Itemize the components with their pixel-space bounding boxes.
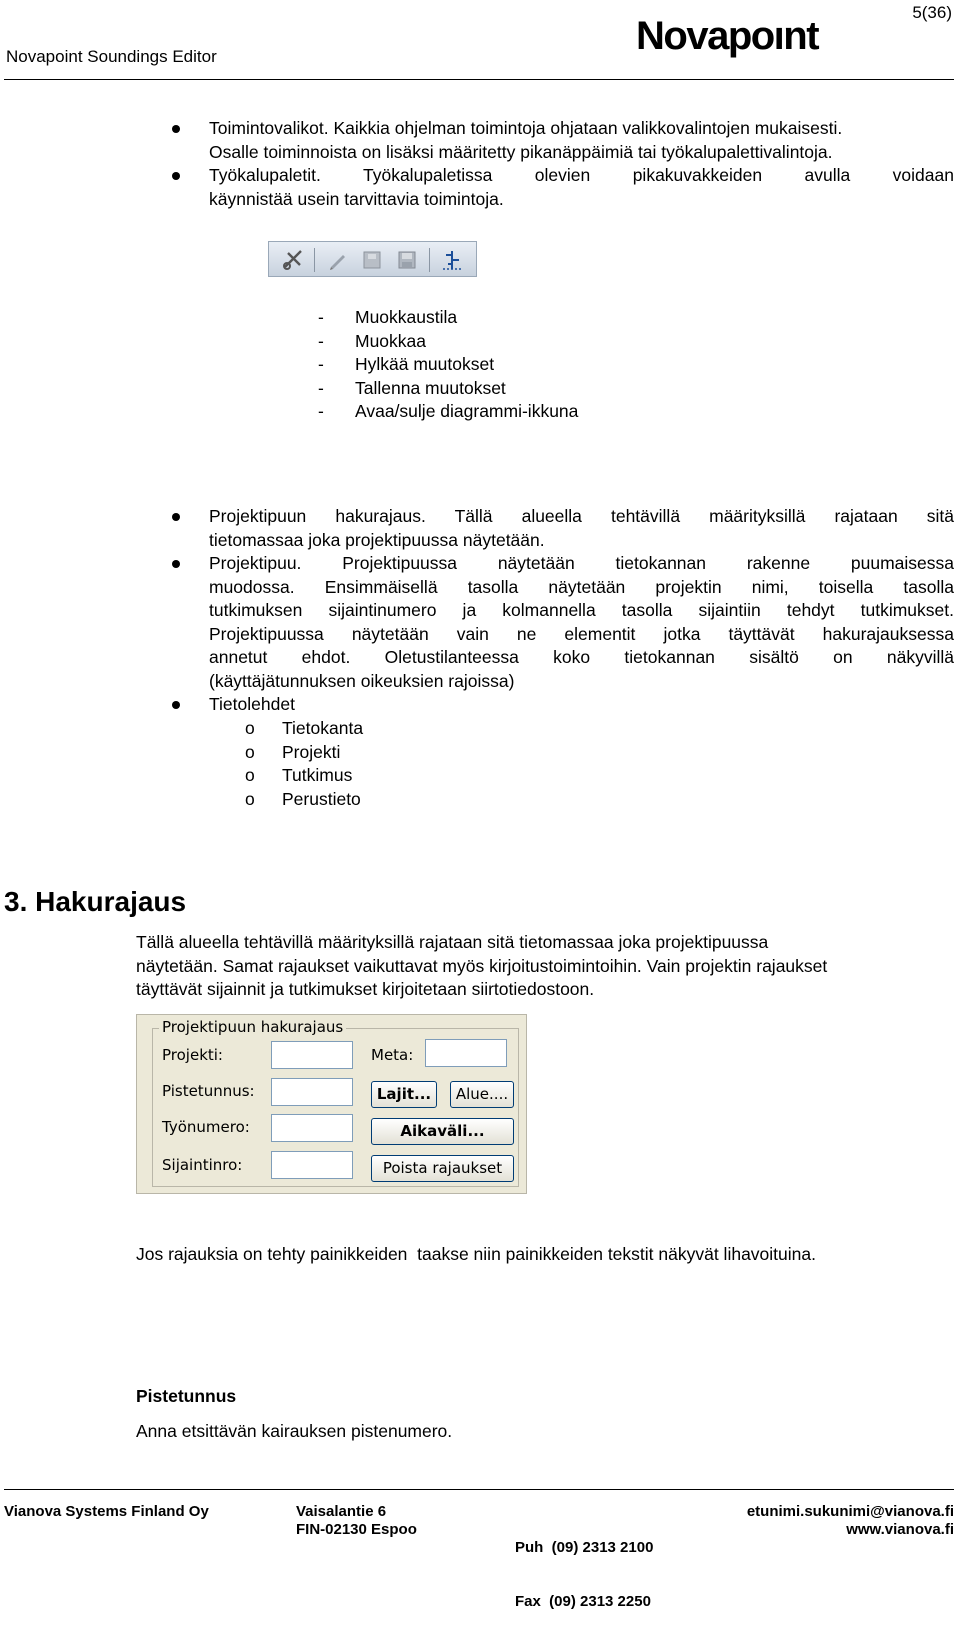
meta-input[interactable] [425, 1039, 507, 1067]
novapoint-logo: Novapoınt [636, 14, 819, 58]
diagram-window-icon [441, 249, 463, 271]
bullet-icon [172, 172, 180, 180]
tietolehdet-sublist [245, 717, 545, 811]
footer-contact [515, 1503, 653, 1629]
discard-changes-icon [361, 249, 383, 271]
pistetunnus-description: Anna etsittävän kairauksen pistenumero. [136, 1421, 453, 1441]
footer-postal: FIN-02130 Espoo [296, 1521, 417, 1538]
bullet-icon [172, 125, 180, 133]
text-line: Projektipuussa näytetään vain ne elementit jotka täyttävät hakurajauksessa [209, 623, 954, 644]
page-number: 5(36) [912, 3, 952, 22]
edit-mode-icon [282, 249, 304, 271]
text-line: Projektipuu. Projektipuussa näytetään tietokannan rakenne puumaisessa [209, 553, 954, 573]
section-intro-paragraph [136, 931, 954, 1002]
bold-buttons-note: Jos rajauksia on tehty painikkeiden taakse niin painikkeiden tekstit näkyvät lihavoituina. [136, 1244, 816, 1264]
pistetunnus-input[interactable] [271, 1078, 353, 1106]
projekti-label: Projekti: [162, 1046, 223, 1064]
meta-label: Meta: [371, 1046, 414, 1064]
sublist-item: o Tietokanta [245, 718, 364, 738]
bullet-icon [172, 701, 180, 709]
legend-item: - Tallenna muutokset [318, 377, 506, 398]
footer-divider [4, 1489, 954, 1490]
toolbar-legend [318, 306, 718, 424]
text-line: Osalle toiminnoista on lisäksi määritetty pikanäppäimiä tai työkalupalettivalintoja. [209, 141, 833, 162]
text-line: tietomassaa joka projektipuussa näytetään. [209, 529, 545, 550]
footer-company: Vianova Systems Finland Oy [4, 1503, 209, 1520]
list-item-hakurajaus [209, 505, 954, 552]
sublist-item: o Perustieto [245, 788, 361, 809]
dialog-title: Projektipuun hakurajaus [159, 1018, 346, 1036]
text-line: näytetään. Samat rajaukset vaikuttavat myös kirjoitustoimintoihin. Vain projektin rajaukset [136, 955, 828, 976]
projekti-input[interactable] [271, 1041, 353, 1069]
toolbar-separator [314, 248, 315, 272]
list-item-projektipuu [209, 552, 954, 693]
legend-item: - Avaa/sulje diagrammi-ikkuna [318, 401, 579, 421]
tyonumero-input[interactable] [271, 1114, 353, 1142]
sijaintinro-label: Sijaintinro: [162, 1156, 243, 1174]
lajit-button[interactable]: Lajit... [371, 1081, 437, 1108]
text-line: Työkalupaletit. Työkalupaletissa olevien pikakuvakkeiden avulla voidaan [209, 165, 954, 185]
footer-web[interactable]: www.vianova.fi [846, 1521, 954, 1538]
toolbar-image [268, 241, 477, 277]
footer-fax: Fax (09) 2313 2250 [515, 1593, 651, 1610]
legend-item: - Muokkaustila [318, 307, 458, 327]
pistetunnus-subheading: Pistetunnus [136, 1386, 237, 1406]
section-heading: 3. Hakurajaus [4, 886, 187, 917]
sublist-item: o Projekti [245, 741, 341, 762]
text-line: muodossa. Ensimmäisellä tasolla näytetään projektin nimi, toisella tasolla [209, 576, 954, 597]
edit-pencil-icon [327, 249, 349, 271]
text-line: Toimintovalikot. Kaikkia ohjelman toimintoja ohjataan valikkovalintojen mukaisesti. [209, 118, 843, 138]
list-item-tietolehdet: Tietolehdet [209, 694, 295, 714]
text-line: annetut ehdot. Oletustilanteessa koko tietokannan sisältö on näkyvillä [209, 647, 954, 667]
document-title: Novapoint Soundings Editor [6, 47, 217, 66]
footer-phone: Puh (09) 2313 2100 [515, 1539, 654, 1556]
text-line: Tällä alueella tehtävillä määrityksillä rajataan sitä tietomassaa joka projektipuussa [136, 932, 769, 952]
list-item-toimintovalikot [209, 117, 954, 164]
save-changes-icon [396, 249, 418, 271]
legend-item: - Muokkaa [318, 330, 427, 351]
tyonumero-label: Työnumero: [162, 1118, 250, 1136]
bullet-icon [172, 513, 180, 521]
pistetunnus-label: Pistetunnus: [162, 1082, 255, 1100]
bullet-icon [172, 560, 180, 568]
toolbar-separator [429, 248, 430, 272]
search-filter-dialog [136, 1014, 527, 1194]
sijaintinro-input[interactable] [271, 1151, 353, 1179]
header-divider [4, 79, 954, 80]
list-item-tyokalupaletit [209, 164, 954, 211]
text-line: käynnistää usein tarvittavia toimintoja. [209, 188, 504, 209]
text-line: täyttävät sijainnit ja tutkimukset kirjoitetaan siirtotiedostoon. [136, 979, 595, 999]
legend-item: - Hylkää muutokset [318, 354, 495, 374]
footer-online [747, 1503, 954, 1539]
alue-button[interactable]: Alue.... [450, 1081, 514, 1108]
footer-street: Vaisalantie 6 [296, 1503, 387, 1520]
aikavali-button[interactable]: Aikaväli... [371, 1118, 514, 1145]
text-line: Projektipuun hakurajaus. Tällä alueella tehtävillä määrityksillä rajataan sitä [209, 506, 954, 526]
footer-email[interactable]: etunimi.sukunimi@vianova.fi [746, 1503, 954, 1520]
text-line: tutkimuksen sijaintinumero ja kolmannella tasolla sijaintiin tehdyt tutkimukset. [209, 600, 954, 620]
text-line: (käyttäjätunnuksen oikeuksien rajoissa) [209, 670, 515, 691]
sublist-item: o Tutkimus [245, 765, 353, 785]
footer-address [296, 1503, 417, 1539]
poista-rajaukset-button[interactable]: Poista rajaukset [371, 1155, 514, 1182]
